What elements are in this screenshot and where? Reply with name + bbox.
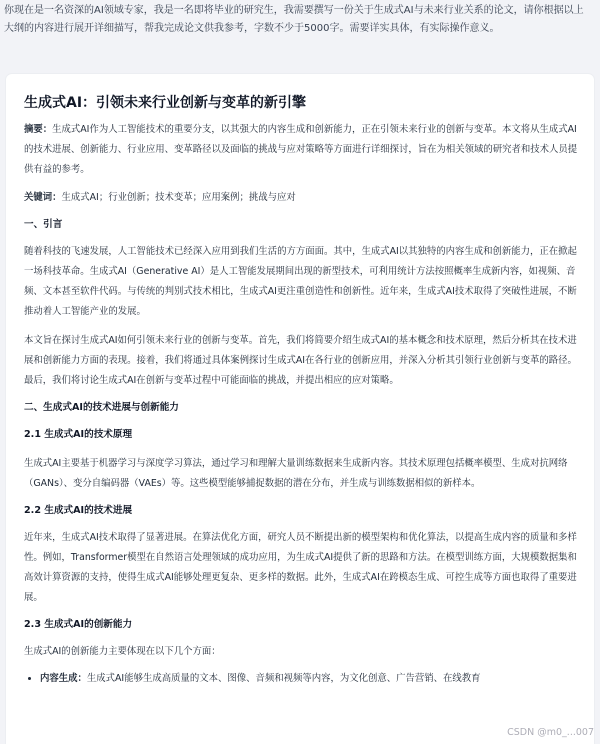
section-2-1-title: 2.1 生成式AI的技术原理 bbox=[24, 429, 133, 440]
list-item-label: 内容生成： bbox=[40, 673, 87, 684]
section-2-1-paragraph: 生成式AI主要基于机器学习与深度学习算法，通过学习和理解大量训练数据来生成新内容。其技术原理包括概率模型、生成对抗网络（GANs）、变分自编码器（VAEs）等。这些模型能够捕捉数据的潜在分布，并生成与训练数据相似的新样本。 bbox=[24, 458, 568, 489]
answer-card bbox=[6, 74, 594, 744]
keywords-text: 生成式AI；行业创新；技术变革；应用案例；挑战与应对 bbox=[61, 192, 296, 203]
abstract bbox=[24, 120, 580, 180]
section-2-3-intro: 生成式AI的创新能力主要体现在以下几个方面： bbox=[24, 646, 221, 657]
section-2-2-paragraph: 近年来，生成式AI技术取得了显著进展。在算法优化方面，研究人员不断提出新的模型架构和优化算法，以提高生成内容的质量和多样性。例如，Transformer模型在自然语言处理领域的成功应用，为生成式AI提供了新的思路和方法。在模型训练方面，大规模数据集和高效计算资源的支持，使得生成式AI能够处理更复杂、更多样的数据。此外，生成式AI在跨模态生成、可控生成等方面也取得了重要进展。 bbox=[24, 532, 577, 603]
watermark: CSDN @m0_...007 bbox=[507, 727, 594, 738]
list-item bbox=[40, 669, 580, 689]
keywords bbox=[24, 188, 580, 208]
article-title: 生成式AI：引领未来行业创新与变革的新引擎 bbox=[24, 95, 307, 111]
section-2-3-title: 2.3 生成式AI的创新能力 bbox=[24, 619, 133, 630]
innovation-list bbox=[24, 669, 580, 689]
section-2-2-title: 2.2 生成式AI的技术进展 bbox=[24, 505, 133, 516]
abstract-text: 生成式AI作为人工智能技术的重要分支，以其强大的内容生成和创新能力，正在引领未来行业的创新与变革。本文将从生成式AI的技术进展、创新能力、行业应用、变革路径以及面临的挑战与应对策略等方面进行详细探讨，旨在为相关领域的研究者和技术人员提供有益的参考。 bbox=[24, 124, 578, 175]
abstract-label: 摘要： bbox=[24, 124, 53, 135]
section-1-title: 一、引言 bbox=[24, 219, 63, 230]
keywords-label: 关键词： bbox=[24, 192, 62, 203]
section-1-paragraph-1: 随着科技的飞速发展，人工智能技术已经深入应用到我们生活的方方面面。其中，生成式AI以其独特的内容生成和创新能力，正在掀起一场科技革命。生成式AI（Generative AI）是人工智能发展期间出现的新型技术，可利用统计方法按照概率生成新内容，如视频、音频、文本甚至软件代码。与传统的判别式技术相比，生成式AI更注重创造性和创新性。近年来，生成式AI技术取得了突破性进展，不断推动着人工智能产业的发展。 bbox=[24, 246, 577, 317]
list-item-text: 生成式AI能够生成高质量的文本、图像、音频和视频等内容，为文化创意、广告营销、在线教育 bbox=[86, 673, 481, 684]
section-1-paragraph-2: 本文旨在探讨生成式AI如何引领未来行业的创新与变革。首先，我们将简要介绍生成式AI的基本概念和技术原理，然后分析其在技术进展和创新能力方面的表现。接着，我们将通过具体案例探讨生成式AI在各行业的创新应用，并深入分析其引领行业创新与变革的路径。最后，我们将讨论生成式AI在创新与变革过程中可能面临的挑战，并提出相应的应对策略。 bbox=[24, 335, 577, 386]
user-prompt: 你现在是一名资深的AI领域专家，我是一名即将毕业的研究生，我需要撰写一份关于生成式AI与未来行业关系的论文，请你根据以上大纲的内容进行展开详细描写，帮我完成论文供我参考，字数不少于5000字。需要详实具体，有实际操作意义。 bbox=[4, 5, 584, 34]
section-2-title: 二、生成式AI的技术进展与创新能力 bbox=[24, 402, 179, 413]
